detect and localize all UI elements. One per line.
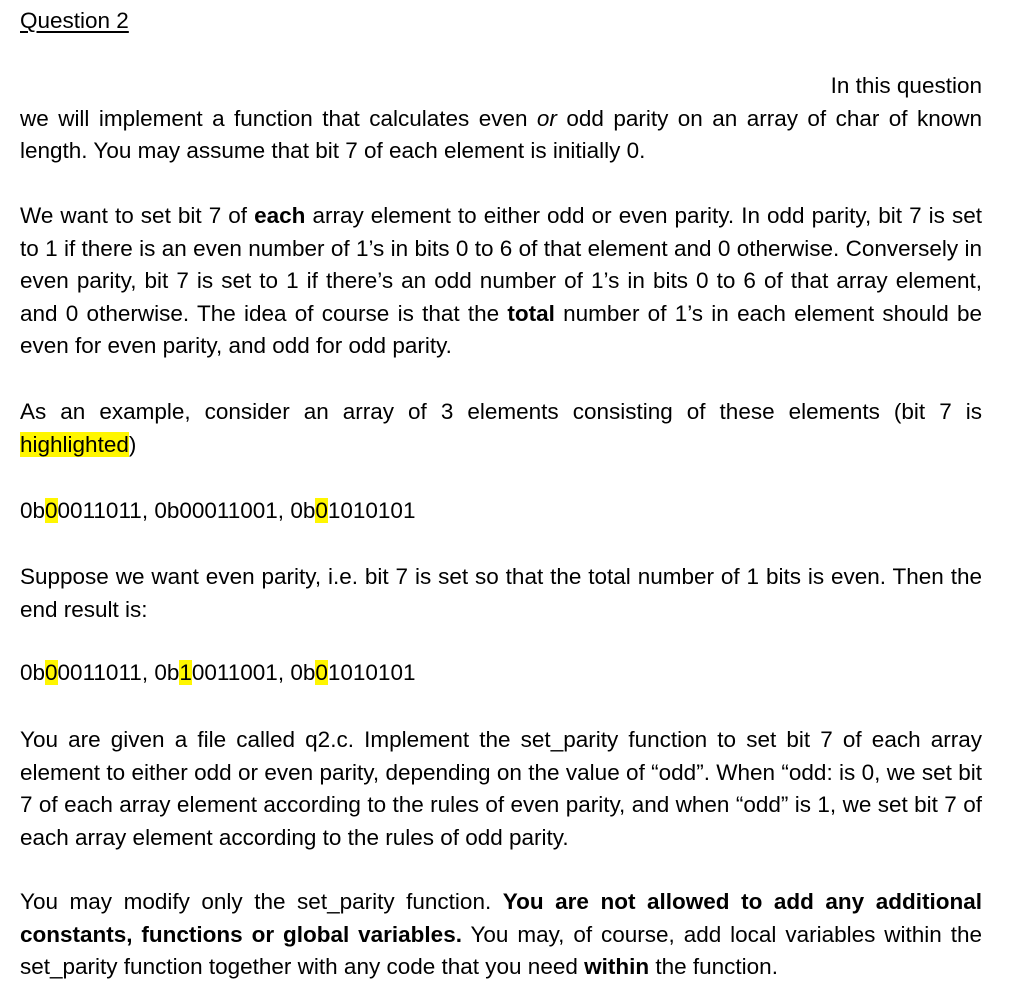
value-bits: 1010101 <box>327 498 416 523</box>
example2-value-1 <box>20 660 154 685</box>
value-prefix: 0b <box>154 498 180 523</box>
example-intro-text-a: As an example, consider an array of 3 elements consisting of these elements (bit 7 is <box>20 399 982 424</box>
result-values-line <box>20 657 415 690</box>
intro-paragraph <box>20 70 982 168</box>
bit7-highlight: 0 <box>315 498 328 523</box>
example-intro-text-b: ) <box>128 431 137 457</box>
intro-text-a: we will implement a function that calculates even <box>20 105 537 131</box>
value-separator: , <box>277 660 291 685</box>
highlighted-word: highlighted <box>20 431 129 457</box>
constraints-text-b: You may, of course, add local variables within the set_parity function together with any code that you need <box>20 921 982 979</box>
rules-text-b: array element to either odd or even parity. In odd parity, bit 7 is set to 1 if there is an even number of 1’s in bits 0 to 6 of that element and 0 otherwise. Conversely in even parity, bit 7 is set to 1 if there’s an odd number of 1’s in bits 0 to 6 of that array element, and 0 otherwise. The idea of course is that the <box>20 203 982 326</box>
bit7-highlight: 0 <box>45 498 58 523</box>
example-intro-paragraph <box>20 396 982 461</box>
value-prefix: 0b <box>154 660 180 685</box>
value-bits: 1010101 <box>327 660 416 685</box>
rules-text-a: We want to set bit 7 of <box>20 203 255 228</box>
constraints-text-a: You may modify only the set_parity function. <box>20 889 503 914</box>
bit7-highlight: 0 <box>45 660 58 685</box>
task-paragraph: You are given a file called q2.c. Implement the set_parity function to set bit 7 of each array element to either odd or even parity, depending on the value of “odd”. When “odd: is 0, we set bit 7 of each array element according to the rules of even parity, and when “odd” is 1, we set bit 7 of each array element according to the rules of odd parity. <box>20 727 982 850</box>
even-parity-paragraph: Suppose we want even parity, i.e. bit 7 is set so that the total number of 1 bits is even. Then the end result is: <box>20 564 982 622</box>
example-values-line <box>20 495 415 528</box>
total-emphasis: total <box>507 300 555 326</box>
example2-value-3 <box>290 660 415 685</box>
value-separator: , <box>141 498 155 523</box>
each-emphasis: each <box>254 203 306 228</box>
value-prefix: 0b <box>290 660 316 685</box>
intro-text-b: odd parity on an array of char of known length. You may assume that bit 7 of each element is initially 0. <box>20 105 983 163</box>
value-separator: , <box>277 498 291 523</box>
value-prefix: 0b <box>20 660 46 685</box>
constraints-bold: You are not allowed to add any additional constants, functions or global variables. <box>20 889 982 947</box>
value-bits: 0011001 <box>191 660 278 685</box>
example1-value-3 <box>290 498 415 523</box>
value-bits: 0011011 <box>57 660 142 685</box>
example1-value-2 <box>154 498 290 523</box>
parity-rules-paragraph <box>20 200 982 363</box>
example2-value-2 <box>154 660 290 685</box>
question-heading: Question 2 <box>20 8 129 33</box>
constraints-text-c: the function. <box>649 954 778 979</box>
value-bits: 0011011 <box>57 498 142 523</box>
intro-first-line: In this question <box>830 73 982 98</box>
value-prefix: 0b <box>290 498 316 523</box>
intro-or-emphasis: or <box>536 105 557 131</box>
value-bits: 00011001 <box>179 498 278 523</box>
within-emphasis: within <box>584 954 650 979</box>
constraints-paragraph <box>20 886 982 984</box>
value-prefix: 0b <box>20 498 46 523</box>
bit7-highlight: 1 <box>179 660 192 685</box>
bit7-highlight: 0 <box>315 660 328 685</box>
value-separator: , <box>141 660 155 685</box>
rules-text-c: number of 1’s in each element should be even for even parity, and odd for odd parity. <box>20 300 982 358</box>
example1-value-1 <box>20 498 154 523</box>
